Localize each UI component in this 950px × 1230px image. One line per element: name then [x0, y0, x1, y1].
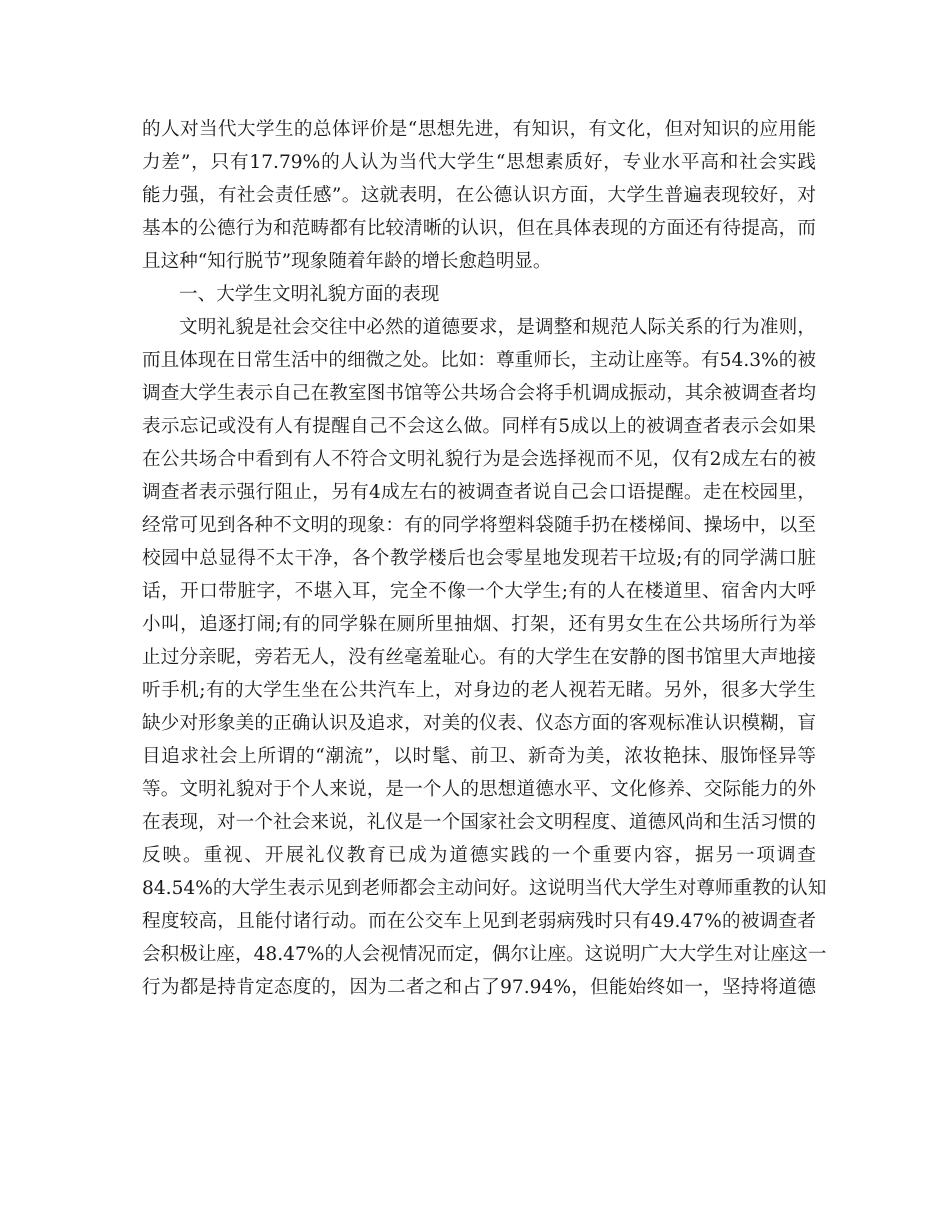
paragraph-intro [142, 113, 816, 278]
text-line: 会积极让座，48.47%的人会视情况而定，偶尔让座。这说明广大大学生对让座这一 [142, 944, 827, 965]
text-line: 基本的公德行为和范畴都有比较清晰的认识，但在具体表现的方面还有待提高，而 [142, 218, 816, 239]
text-line: 行为都是持肯定态度的，因为二者之和占了97.94%，但能始终如一，坚持将道德 [142, 977, 816, 998]
text-line: 程度较高，且能付诸行动。而在公交车上见到老弱病残时只有49.47%的被调查者 [142, 911, 816, 932]
text-line: 在公共场合中看到有人不符合文明礼貌行为是会选择视而不见，仅有2成左右的被 [142, 449, 816, 470]
text-line: 能力强，有社会责任感”。这就表明，在公德认识方面，大学生普遍表现较好，对 [142, 185, 816, 206]
text-line: 力差”，只有17.79%的人认为当代大学生“思想素质好，专业水平高和社会实践 [142, 152, 816, 173]
text-line: 的人对当代大学生的总体评价是“思想先进，有知识，有文化，但对知识的应用能 [142, 119, 816, 140]
text-line: 而且体现在日常生活中的细微之处。比如：尊重师长，主动让座等。有54.3%的被 [142, 350, 816, 371]
text-line: 小叫，追逐打闹;有的同学躲在厕所里抽烟、打架，还有男女生在公共场所行为举 [142, 614, 816, 635]
text-line: 84.54%的大学生表示见到老师都会主动问好。这说明当代大学生对尊师重教的认知 [142, 878, 827, 899]
text-line: 调查者表示强行阻止，另有4成左右的被调查者说自己会口语提醒。走在校园里， [142, 482, 816, 503]
section-heading [142, 278, 816, 311]
paragraph-civility [142, 311, 827, 1004]
document-body [142, 113, 827, 1004]
text-line: 等。文明礼貌对于个人来说，是一个人的思想道德水平、文化修养、交际能力的外 [142, 779, 816, 800]
text-line: 缺少对形象美的正确认识及追求，对美的仪表、仪态方面的客观标准认识模糊，盲 [142, 713, 816, 734]
text-line: 校园中总显得不太干净，各个教学楼后也会零星地发现若干垃圾;有的同学满口脏 [142, 548, 816, 569]
text-line: 目追求社会上所谓的“潮流”，以时髦、前卫、新奇为美，浓妆艳抹、服饰怪异等 [142, 746, 816, 767]
text-line: 调查大学生表示自己在教室图书馆等公共场合会将手机调成振动，其余被调查者均 [142, 383, 816, 404]
text-line: 文明礼貌是社会交往中必然的道德要求，是调整和规范人际关系的行为准则， [179, 317, 816, 338]
text-line: 经常可见到各种不文明的现象：有的同学将塑料袋随手扔在楼梯间、操场中，以至 [142, 515, 816, 536]
heading-text: 一、大学生文明礼貌方面的表现 [179, 284, 440, 305]
text-line: 止过分亲昵，旁若无人，没有丝毫羞耻心。有的大学生在安静的图书馆里大声地接 [142, 647, 816, 668]
text-line: 表示忘记或没有人有提醒自己不会这么做。同样有5成以上的被调查者表示会如果 [142, 416, 816, 437]
text-line: 且这种“知行脱节”现象随着年龄的增长愈趋明显。 [142, 251, 552, 272]
text-line: 话，开口带脏字，不堪入耳，完全不像一个大学生;有的人在楼道里、宿舍内大呼 [142, 581, 816, 602]
text-line: 听手机;有的大学生坐在公共汽车上，对身边的老人视若无睹。另外，很多大学生 [142, 680, 816, 701]
text-line: 反映。重视、开展礼仪教育已成为道德实践的一个重要内容，据另一项调查 [142, 845, 816, 866]
text-line: 在表现，对一个社会来说，礼仪是一个国家社会文明程度、道德风尚和生活习惯的 [142, 812, 816, 833]
